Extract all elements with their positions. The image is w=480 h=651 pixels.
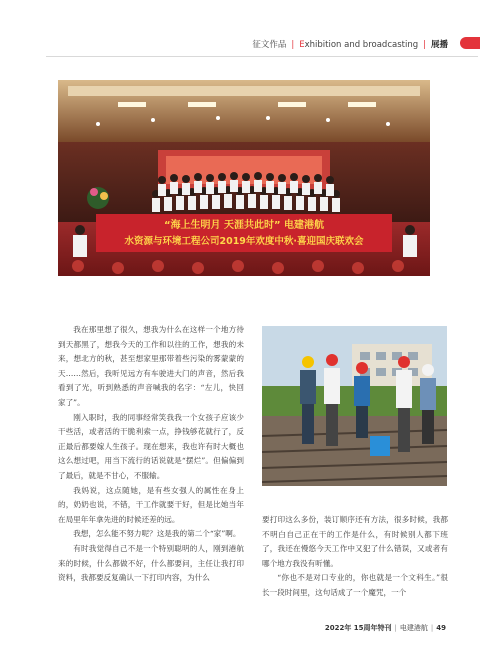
section-nav	[252, 38, 448, 50]
nav-separator: |	[423, 40, 426, 50]
site-photo	[262, 326, 447, 486]
footer-separator: |	[394, 624, 397, 632]
header-divider	[46, 56, 478, 57]
exhibition-initial: E	[299, 40, 305, 50]
paragraph: 有时我觉得自己不是一个特别聪明的人，刚到港航来的时候，什么都做不好，什么都要问，主任让我打印资料，我都要反复确认一下打印内容，为什么	[58, 543, 244, 583]
paragraph: 我想，怎么能不努力呢？这是我的第二个“家”啊。	[73, 529, 241, 539]
paragraph: “你也不是对口专业的，你也就是一个文科生。”很长一段时间里，这句话成了一个魔咒，一个	[262, 573, 448, 597]
footer-separator: |	[430, 624, 434, 632]
article-column-left	[58, 323, 244, 586]
banner-line-2: 水资源与环境工程公司2019年欢度中秋·喜迎国庆联欢会	[124, 236, 364, 247]
paragraph: 我在那里想了很久，想我为什么在这样一个地方待到天都黑了，想我今天的工作和以往的工作，想我的未来，想北方的秋，甚至想家里那带着些污染的雾蒙蒙的天……然后，我听见远方有车驶进大门的声音，然后我看到了光，听到熟悉的声音喊我的名字：“左儿，快回家了”。	[58, 325, 244, 407]
paragraph: 我妈说，这点随她，是有些女强人的属性在身上的，奶奶也说，不错，干工作就要干好，但是比她当年在局里年年拿先进的时候还差的远。	[58, 485, 244, 524]
paragraph: 要打印这么多份，装订顺序还有方法，很多时候，我都不明白自己正在干的工作是什么，有时候别人都下班了，我还在慢悠今天工作中又犯了什么错误，又或者有哪个地方我没有听懂。	[262, 515, 448, 568]
group-photo	[58, 80, 430, 276]
issue-label: 2022年 15周年特刊	[324, 624, 392, 632]
page-footer	[325, 623, 446, 633]
page-header	[0, 0, 480, 60]
section-tab-marker	[460, 37, 480, 49]
page-number: 49	[436, 624, 446, 632]
current-section-label: 展播	[430, 40, 448, 50]
magazine-name: 电建港航	[399, 624, 428, 632]
exhibition-label: xhibition and broadcasting	[304, 40, 419, 50]
article-column-right	[262, 513, 448, 601]
paragraph: 刚入职时，我的同事经常笑我我一个女孩子应该少干些活，或者活的干脆利索一点，挣钱够花就行了，反正最后都要嫁人生孩子。现在想来，我也许有时大概也这么想过吧，用当下流行的话说就是“摆烂”。但偏偏到了最后，就是不甘心，不服输。	[58, 412, 244, 480]
banner-line-1: “海上生明月 天涯共此时” 电建港航	[163, 220, 325, 231]
section-label: 征文作品	[252, 40, 287, 50]
nav-separator: |	[291, 40, 295, 50]
